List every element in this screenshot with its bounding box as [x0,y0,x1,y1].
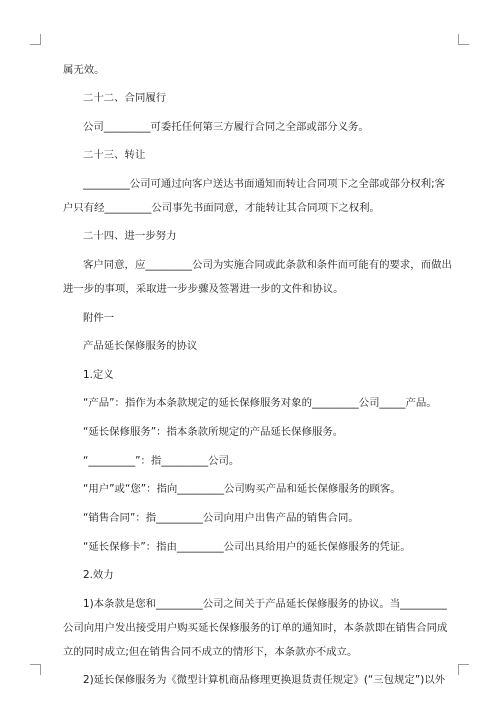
definition-line: “产品”：指作为本条款规定的延长保修服务对象的_________公司_____产品。 [83,397,437,409]
definition-line: “用户”或“您”：指向_________公司购买产品和延长保修服务的顾客。 [83,483,401,495]
body-line: 客户同意，应_________公司为实施合同或此条款和条件而可能有的要求，而做出 [83,259,452,271]
section-heading: 二十四、进一步努力 [83,230,177,242]
definition-line: “延长保修卡”：指由_________公司出具给用户的延长保修服务的凭证。 [83,541,411,553]
body-line: 1)本条款是您和_________公司之间关于产品延长保修服务的协议。当_________ [83,598,447,610]
body-line: 进一步的事项，采取进一步步骤及签署进一步的文件和协议。 [63,283,344,295]
body-line: 属无效。 [63,64,105,76]
definition-line: “延长保修服务”：指本条款所规定的产品延长保修服务。 [83,426,344,438]
section-heading: 二十二、合同履行 [83,92,167,104]
body-line: 公司_________可委托任何第三方履行合同之全部或部分义务。 [83,121,369,133]
body-line: 2)延长保修服务为《微型计算机商品修理更换退货责任规定》(“三包规定”)以外 [83,674,446,686]
crop-mark-bottom-right [458,664,469,675]
section-heading: 2.效力 [83,569,114,581]
body-line: 户只有经_________公司事先书面同意，才能转让其合同项下之权利。 [63,202,380,214]
body-line: 立的同时成立;但在销售合同不成立的情形下，本条款亦不成立。 [63,646,358,658]
crop-mark-bottom-left [30,664,41,675]
agreement-title: 产品延长保修服务的协议 [83,340,198,352]
definition-line: “_________”：指_________公司。 [83,455,240,467]
crop-mark-top-right [458,34,469,45]
definition-line: “销售合同”：指_________公司向用户出售产品的销售合同。 [83,512,359,524]
section-heading: 二十三、转让 [83,149,146,161]
body-line: 公司向用户发出接受用户购买延长保修服务的订单的通知时，本条款即在销售合同成 [63,622,448,634]
appendix-heading: 附件一 [83,312,115,324]
crop-mark-top-left [30,34,41,45]
body-line: _________公司可通过向客户送达书面通知而转让合同项下之全部或部分权利;客 [83,178,445,190]
section-heading: 1.定义 [83,369,114,381]
